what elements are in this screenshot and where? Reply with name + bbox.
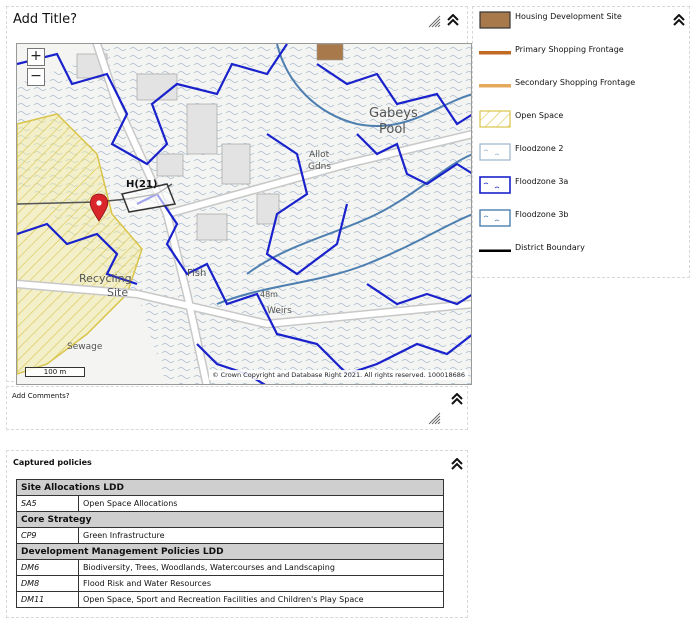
map-label-recycling: Recycling xyxy=(79,272,132,285)
map-canvas xyxy=(17,44,472,385)
policies-title: Captured policies xyxy=(13,458,92,467)
housing-site-swatch-icon xyxy=(479,11,511,29)
secondary-frontage-line-icon xyxy=(479,77,511,95)
floodzone-2-swatch-icon xyxy=(479,143,511,161)
copyright-notice: © Crown Copyright and Database Right 2021. All rights reserved. 100018686 xyxy=(209,370,468,380)
policy-group-header xyxy=(17,544,444,560)
legend-item-floodzone-3b xyxy=(479,209,679,227)
policy-code: SA5 xyxy=(17,496,79,512)
floodzone-3b-swatch-icon xyxy=(479,209,511,227)
policy-row xyxy=(17,576,444,592)
zoom-in-button[interactable]: + xyxy=(27,48,45,66)
policy-row xyxy=(17,592,444,608)
legend-label: Housing Development Site xyxy=(515,12,622,21)
map-panel xyxy=(6,6,468,382)
map-title[interactable]: Add Title? xyxy=(13,12,78,27)
map-label-site: Site xyxy=(107,286,129,299)
policies-panel xyxy=(6,450,468,618)
map-view[interactable] xyxy=(16,43,472,385)
policy-group-header xyxy=(17,512,444,528)
map-label-contour: 48m xyxy=(260,290,278,299)
map-label-gdns: Gdns xyxy=(308,162,332,172)
policy-name: Open Space Allocations xyxy=(79,496,444,512)
primary-frontage-line-icon xyxy=(479,44,511,62)
legend-label: District Boundary xyxy=(515,243,585,252)
comments-label[interactable]: Add Comments? xyxy=(12,392,70,400)
policy-code: DM11 xyxy=(17,592,79,608)
policy-code: DM8 xyxy=(17,576,79,592)
legend-label: Floodzone 3a xyxy=(515,177,569,186)
map-label-sewage: Sewage xyxy=(67,342,103,352)
map-label-gabeys: Gabeys xyxy=(369,106,418,121)
resize-handle-icon[interactable] xyxy=(427,14,441,28)
policy-name: Green Infrastructure xyxy=(79,528,444,544)
policies-table xyxy=(16,479,444,608)
map-label-weirs: Weirs xyxy=(267,306,292,316)
map-label-pool: Pool xyxy=(379,122,406,137)
legend-item-secondary-frontage xyxy=(479,77,679,95)
open-space-hatch-icon xyxy=(479,110,511,128)
policy-name: Biodiversity, Trees, Woodlands, Watercourses and Landscaping xyxy=(79,560,444,576)
legend-label: Floodzone 3b xyxy=(515,210,569,219)
collapse-chevron-icon[interactable] xyxy=(451,393,463,405)
policy-name: Open Space, Sport and Recreation Facilities and Children's Play Space xyxy=(79,592,444,608)
comments-panel xyxy=(6,386,468,430)
floodzone-3a-swatch-icon xyxy=(479,176,511,194)
legend-label: Floodzone 2 xyxy=(515,144,564,153)
legend-item-open-space xyxy=(479,110,679,128)
resize-handle-icon[interactable] xyxy=(427,411,441,425)
legend-item-floodzone-3a xyxy=(479,176,679,194)
policy-group-heading: Site Allocations LDD xyxy=(17,480,444,496)
policy-row xyxy=(17,560,444,576)
policy-group-heading: Core Strategy xyxy=(17,512,444,528)
policy-code: DM6 xyxy=(17,560,79,576)
zoom-out-button[interactable]: − xyxy=(27,68,45,86)
policy-code: CP9 xyxy=(17,528,79,544)
legend-label: Secondary Shopping Frontage xyxy=(515,78,636,87)
legend-item-floodzone-2 xyxy=(479,143,679,161)
collapse-chevron-icon[interactable] xyxy=(447,14,459,26)
policy-group-heading: Development Management Policies LDD xyxy=(17,544,444,560)
legend-item-housing xyxy=(479,11,679,29)
collapse-chevron-icon[interactable] xyxy=(451,458,463,470)
policy-name: Flood Risk and Water Resources xyxy=(79,576,444,592)
map-label-allot: Allot xyxy=(309,150,330,160)
legend-item-district-boundary xyxy=(479,242,679,260)
legend-item-primary-frontage xyxy=(479,44,679,62)
map-label-fish: Fish xyxy=(187,268,207,279)
legend-label: Open Space xyxy=(515,111,564,120)
policy-row xyxy=(17,528,444,544)
policy-row xyxy=(17,496,444,512)
district-boundary-line-icon xyxy=(479,242,511,260)
policy-group-header xyxy=(17,480,444,496)
map-label-site-ref: H(21) xyxy=(126,179,158,190)
legend-panel xyxy=(472,6,690,278)
legend-label: Primary Shopping Frontage xyxy=(515,45,624,54)
scale-bar: 100 m xyxy=(25,367,85,377)
